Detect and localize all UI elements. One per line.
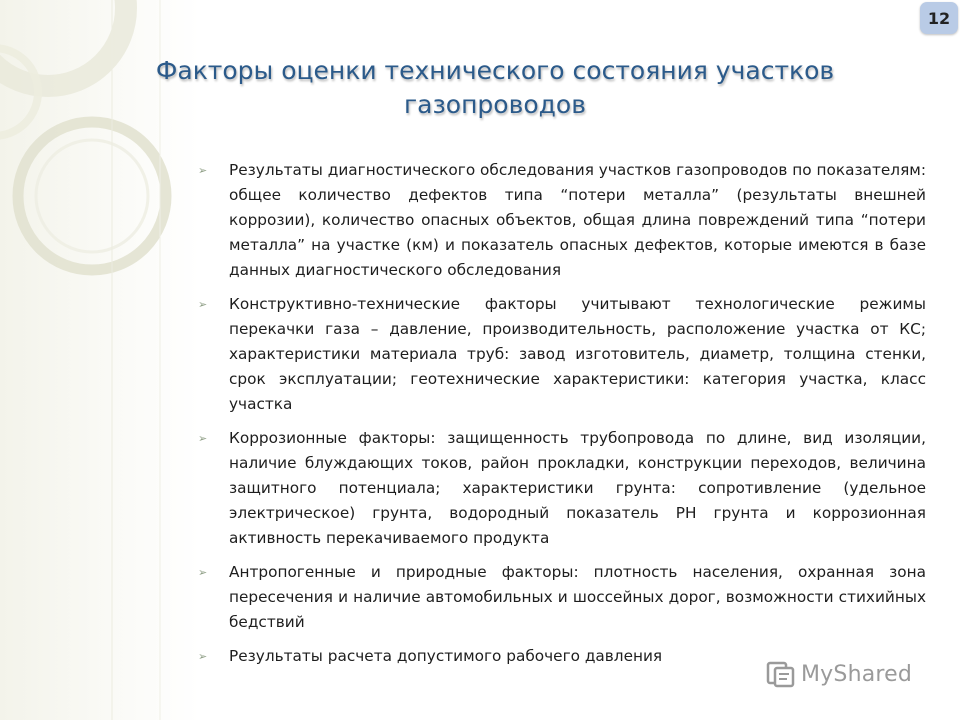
list-item xyxy=(198,158,926,283)
deco-circle-large xyxy=(18,122,166,270)
list-item-text: Конструктивно-технические факторы учитывают технологические режимы перекачки газа – давление, производительность, расположение участка от КС; характеристики материала труб: завод изготовитель, диаметр, толщина стенки, срок эксплуатации; геотехнические характеристики: категория участка, класс участка xyxy=(229,295,926,413)
factors-list xyxy=(198,158,926,678)
list-item-text: Коррозионные факторы: защищенность трубопровода по длине, вид изоляции, наличие блуждающих токов, район прокладки, конструкции переходов, величина защитного потенциала; характеристики грунта: сопротивление (удельное электрическое) грунта, водородный показатель РН грунта и коррозионная активность перекачиваемого продукта xyxy=(229,429,926,547)
page-number-badge: 12 xyxy=(920,2,958,34)
list-item xyxy=(198,292,926,417)
list-item-text: Результаты диагностического обследования участков газопроводов по показателям: общее количество дефектов типа “потери металла” (результаты внешней коррозии), количество опасных объектов, общая длина повреждений типа “потери металла” на участке (км) и показатель опасных дефектов, которые имеются в базе данных диагностического обследования xyxy=(229,161,926,279)
arrow-bullet-icon: ➢ xyxy=(198,650,208,663)
arrow-bullet-icon: ➢ xyxy=(198,298,208,311)
list-item xyxy=(198,560,926,635)
deco-circle-inner xyxy=(36,140,148,252)
deco-circle-top xyxy=(0,0,126,86)
arrow-bullet-icon: ➢ xyxy=(198,432,208,445)
list-item-text: Результаты расчета допустимого рабочего давления xyxy=(229,647,663,665)
watermark-logo-icon xyxy=(766,659,796,689)
watermark xyxy=(766,654,946,694)
arrow-bullet-icon: ➢ xyxy=(198,566,208,579)
slide-title: Факторы оценки технического состояния участков газопроводов xyxy=(155,56,835,119)
arrow-bullet-icon: ➢ xyxy=(198,164,208,177)
watermark-text: MyShared xyxy=(801,661,913,687)
list-item-text: Антропогенные и природные факторы: плотность населения, охранная зона пересечения и наличие автомобильных и шоссейных дорог, возможности стихийных бедствий xyxy=(229,563,926,631)
list-item xyxy=(198,426,926,551)
